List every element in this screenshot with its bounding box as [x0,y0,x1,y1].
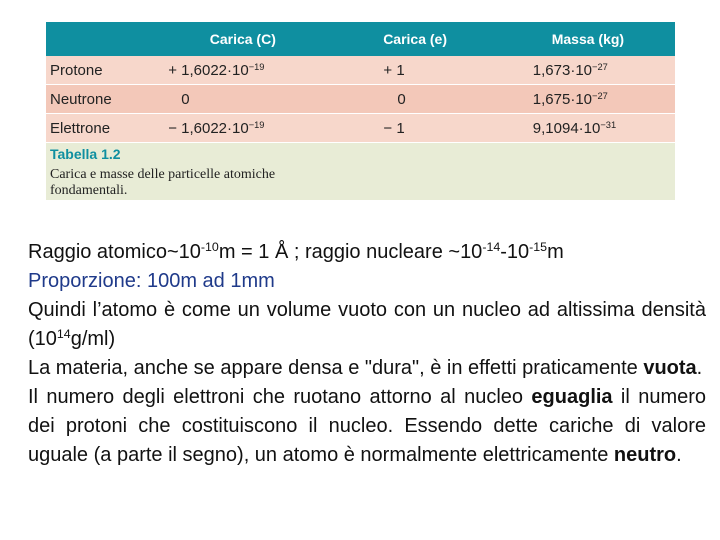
text-segment: -10 [500,241,530,263]
exponent: -14 [482,240,501,255]
bold-word: eguaglia [531,386,613,408]
cell-charge-e [329,85,500,114]
text-segment: il numero dei protoni che costituiscono il nucleo. Essendo dette cariche di valore uguale (a parte il segno), un atomo è normalmente elettricamente [28,386,707,466]
text-segment: m [547,241,564,263]
text-segment: m = 1 Å ; raggio nucleare ~10 [218,241,483,263]
paragraph-neutral-atom [28,383,706,470]
particles-table [46,22,675,143]
table-header-row [46,22,675,56]
exponent: -15 [529,240,548,255]
charge-c-value: − 1,6022·10 [168,119,249,137]
cell-charge-e [329,56,500,85]
charge-e-value: + 1 [383,61,405,79]
mass-exponent: −27 [592,90,608,101]
bold-word: vuota [643,357,697,379]
text-segment: La materia, anche se appare densa e "dura", è in effetti praticamente [28,357,644,379]
table-row-elettrone [46,114,675,143]
charge-c-exponent: −19 [248,119,265,130]
charge-c-value: + 1,6022·10 [168,61,249,79]
cell-mass [501,114,675,143]
cell-mass [501,85,675,114]
text-segment: . [696,357,703,379]
charge-e-value: 0 [397,90,406,108]
exponent: 14 [56,327,71,342]
mass-value: 1,675·10 [532,90,593,108]
charge-c-value: 0 [181,90,190,108]
header-mass: Massa (kg) [501,22,675,56]
table-row-protone [46,56,675,85]
mass-exponent: −27 [592,61,608,72]
charge-e-value: − 1 [383,119,405,137]
table-caption-title: Tabella 1.2 [50,146,121,162]
cell-charge-c [156,114,329,143]
cell-mass [501,56,675,85]
mass-value: 1,673·10 [532,61,593,79]
text-segment: g/ml) [70,328,116,350]
body-text [28,238,706,470]
row-name: Protone [46,56,156,85]
header-charge-e: Carica (e) [329,22,500,56]
cell-charge-c [156,56,329,85]
cell-charge-e [329,114,500,143]
text-segment: . [676,444,682,466]
row-name: Neutrone [46,85,156,114]
table-caption-text: Carica e masse delle particelle atomiche fondamentali. [50,167,276,198]
bold-word: neutro [613,444,677,466]
row-name: Elettrone [46,114,156,143]
table-row-neutrone [46,85,675,114]
mass-exponent: −31 [600,119,617,130]
mass-value: 9,1094·10 [532,119,601,137]
header-charge-c: Carica (C) [156,22,329,56]
paragraph-atom-empty [28,296,706,354]
text-segment: Quindi l’atomo è come un volume vuoto con un nucleo ad altissima densità (10 [28,299,706,350]
charge-c-exponent: −19 [248,61,265,72]
proportion-line: Proporzione: 100m ad 1mm [28,270,275,292]
paragraph-matter-empty [28,354,706,383]
atomic-radius-line [28,238,706,267]
text-segment: Il numero degli elettroni che ruotano attorno al nucleo [28,386,532,408]
header-empty [46,22,156,56]
text-segment: Raggio atomico~10 [28,241,201,263]
exponent: -10 [200,240,219,255]
cell-charge-c [156,85,329,114]
